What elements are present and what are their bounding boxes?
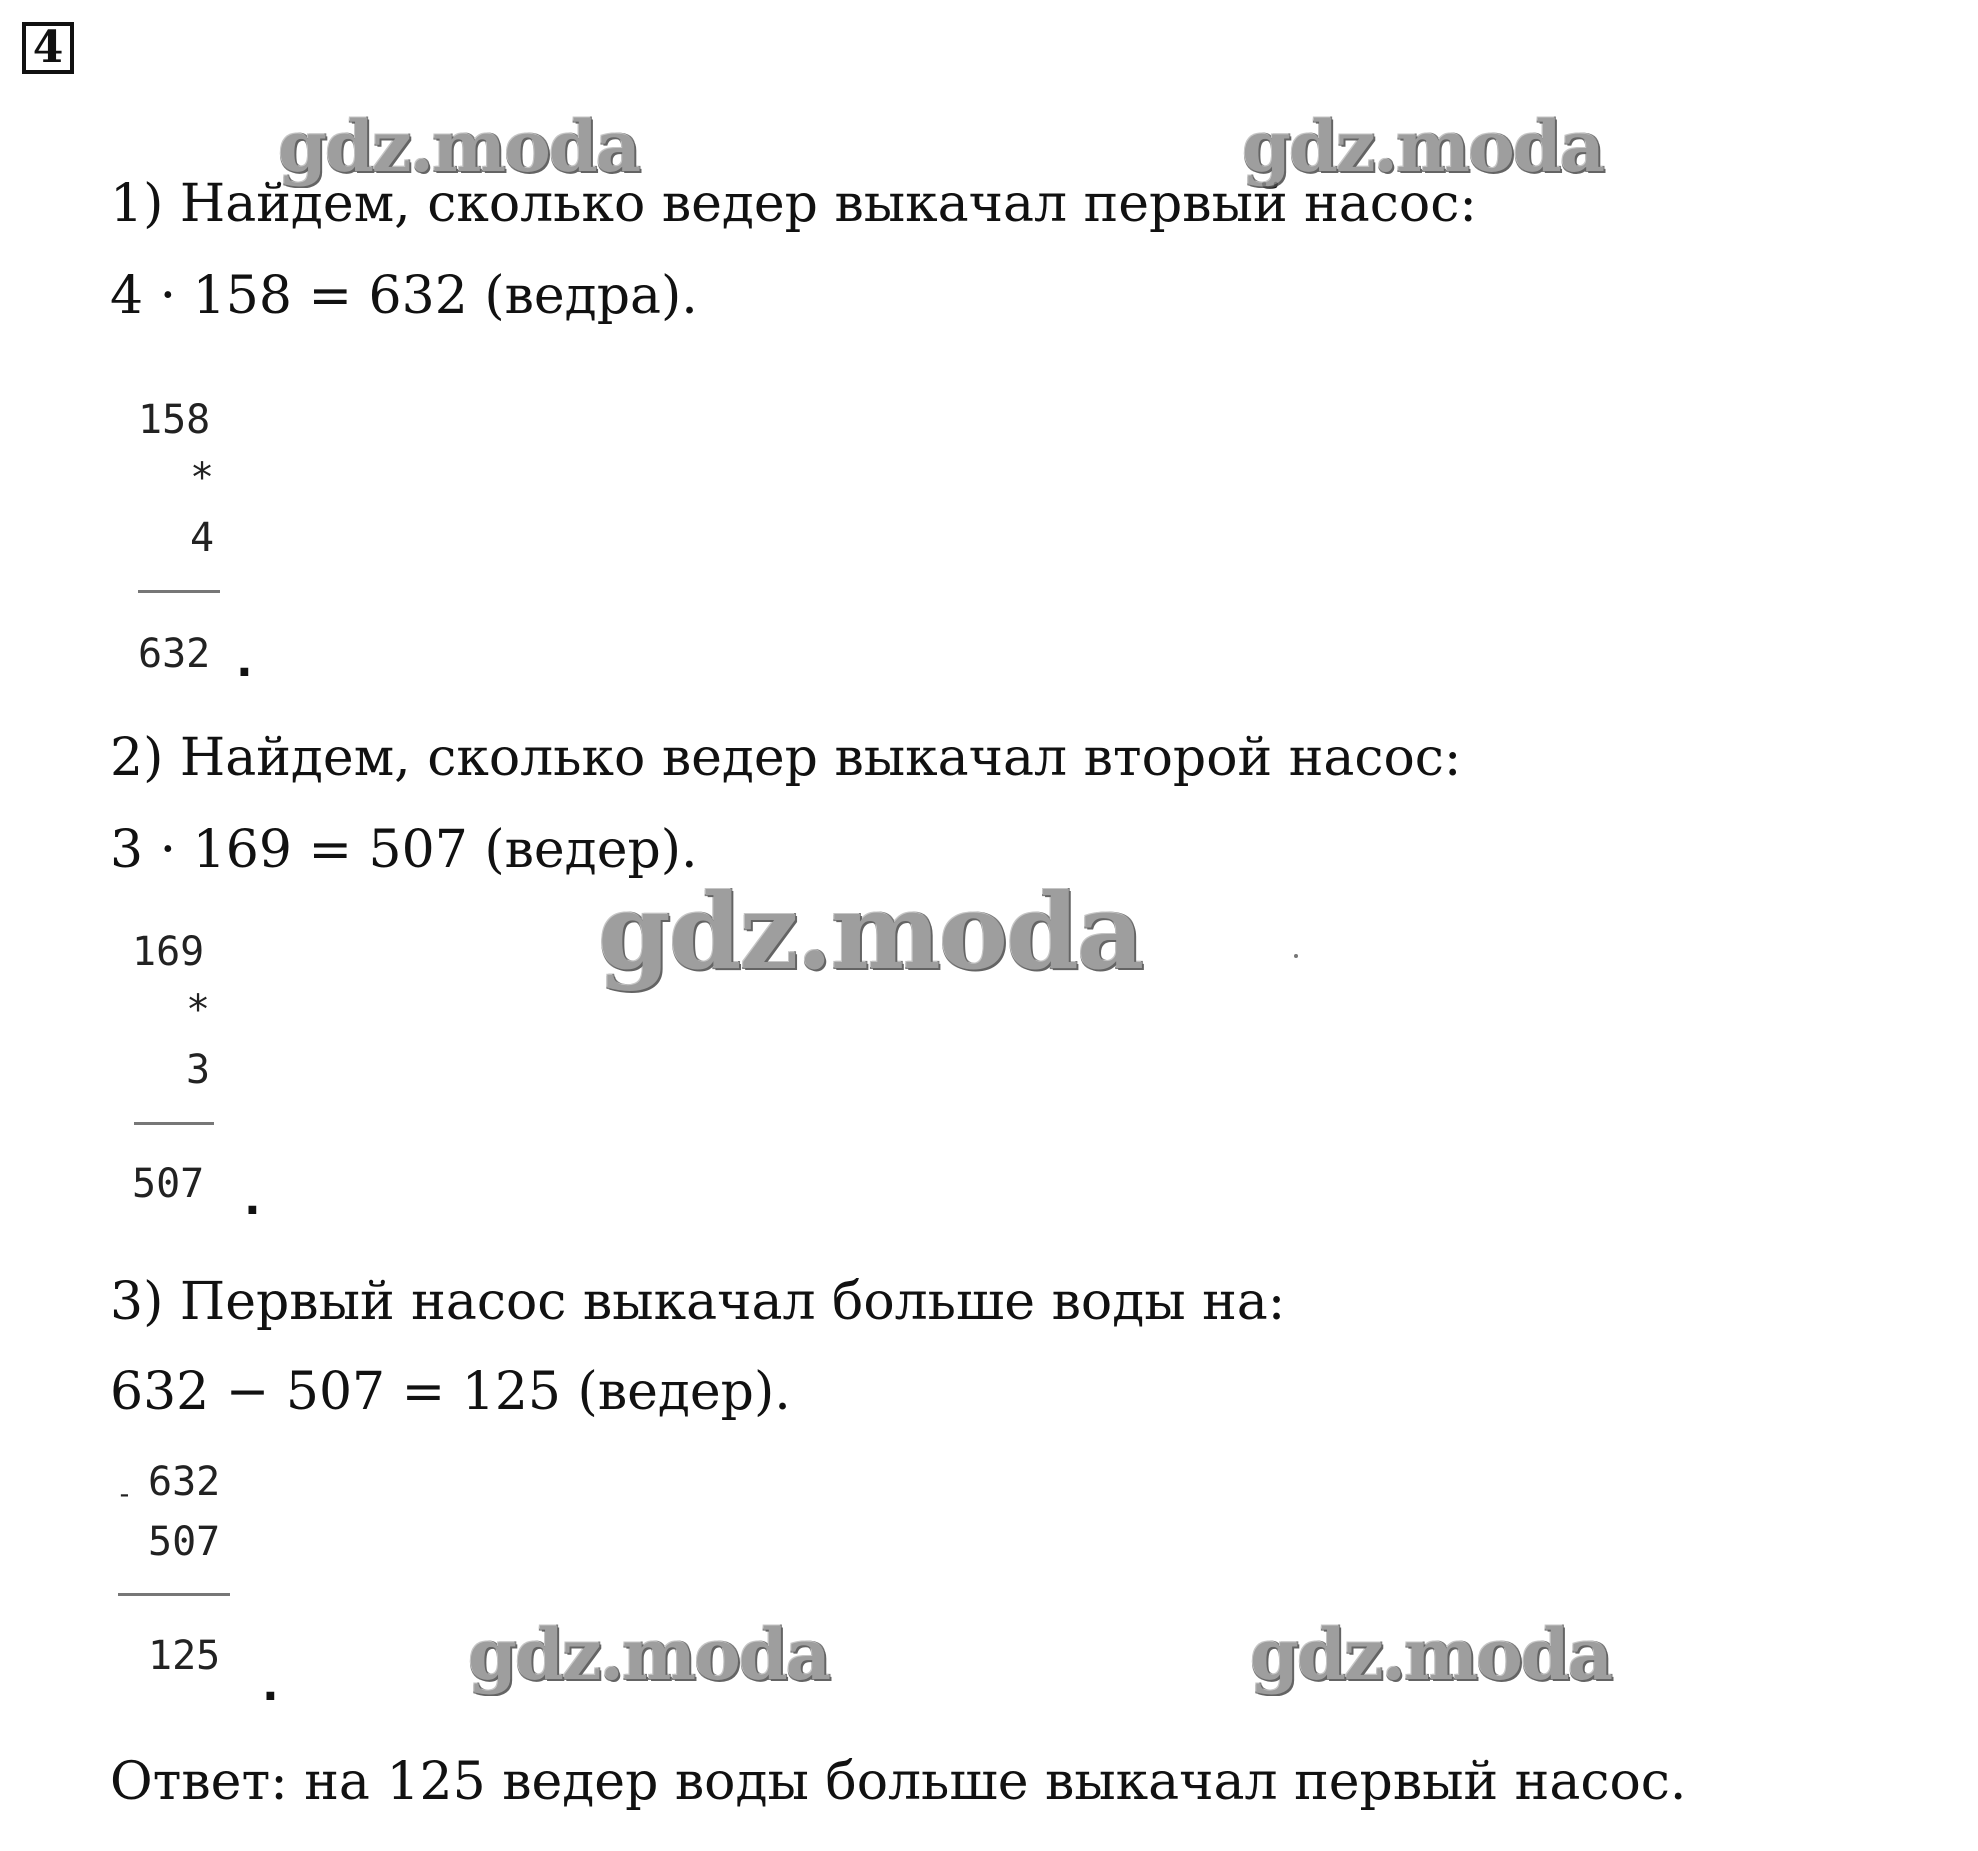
step-3-equation: 632 − 507 = 125 (ведер). — [110, 1362, 791, 1422]
column-2-bottom: 3 — [186, 1047, 211, 1093]
column-1-rule — [138, 590, 220, 593]
watermark-bottom-left: gdz.moda — [468, 1613, 830, 1696]
column-2-period: . — [244, 1174, 261, 1225]
watermark-bottom-right: gdz.moda — [1250, 1613, 1612, 1696]
column-3-operator: - — [116, 1477, 133, 1510]
watermark-top-left: gdz.moda — [278, 105, 640, 188]
column-1-top: 158 — [138, 397, 211, 443]
column-3-rule — [118, 1593, 230, 1596]
step-3-text: 3) Первый насос выкачал больше воды на: — [110, 1272, 1286, 1332]
watermark-top-right: gdz.moda — [1242, 105, 1604, 188]
step-1-equation: 4 · 158 = 632 (ведра). — [110, 266, 698, 326]
step-1-text: 1) Найдем, сколько ведер выкачал первый насос: — [110, 174, 1477, 234]
column-3-top: 632 — [148, 1459, 221, 1505]
task-number: 4 — [32, 22, 64, 73]
column-3-period: . — [262, 1660, 279, 1711]
step-2-equation: 3 · 169 = 507 (ведер). — [110, 820, 698, 880]
column-1-result: 632 — [138, 631, 211, 677]
column-1-bottom: 4 — [190, 515, 215, 561]
column-2-rule — [134, 1122, 214, 1125]
column-3-result: 125 — [148, 1633, 221, 1679]
column-2-operator: * — [186, 987, 211, 1033]
column-1-operator: * — [190, 455, 215, 501]
column-3-bottom: 507 — [148, 1519, 221, 1565]
task-number-box — [22, 22, 74, 74]
column-2-result: 507 — [132, 1161, 205, 1207]
answer-text: Ответ: на 125 ведер воды больше выкачал первый насос. — [110, 1752, 1687, 1812]
stray-mark — [1294, 954, 1298, 958]
column-2-top: 169 — [132, 929, 205, 975]
watermark-center: gdz.moda — [598, 870, 1143, 993]
column-1-period: . — [236, 636, 253, 687]
step-2-text: 2) Найдем, сколько ведер выкачал второй насос: — [110, 728, 1462, 788]
